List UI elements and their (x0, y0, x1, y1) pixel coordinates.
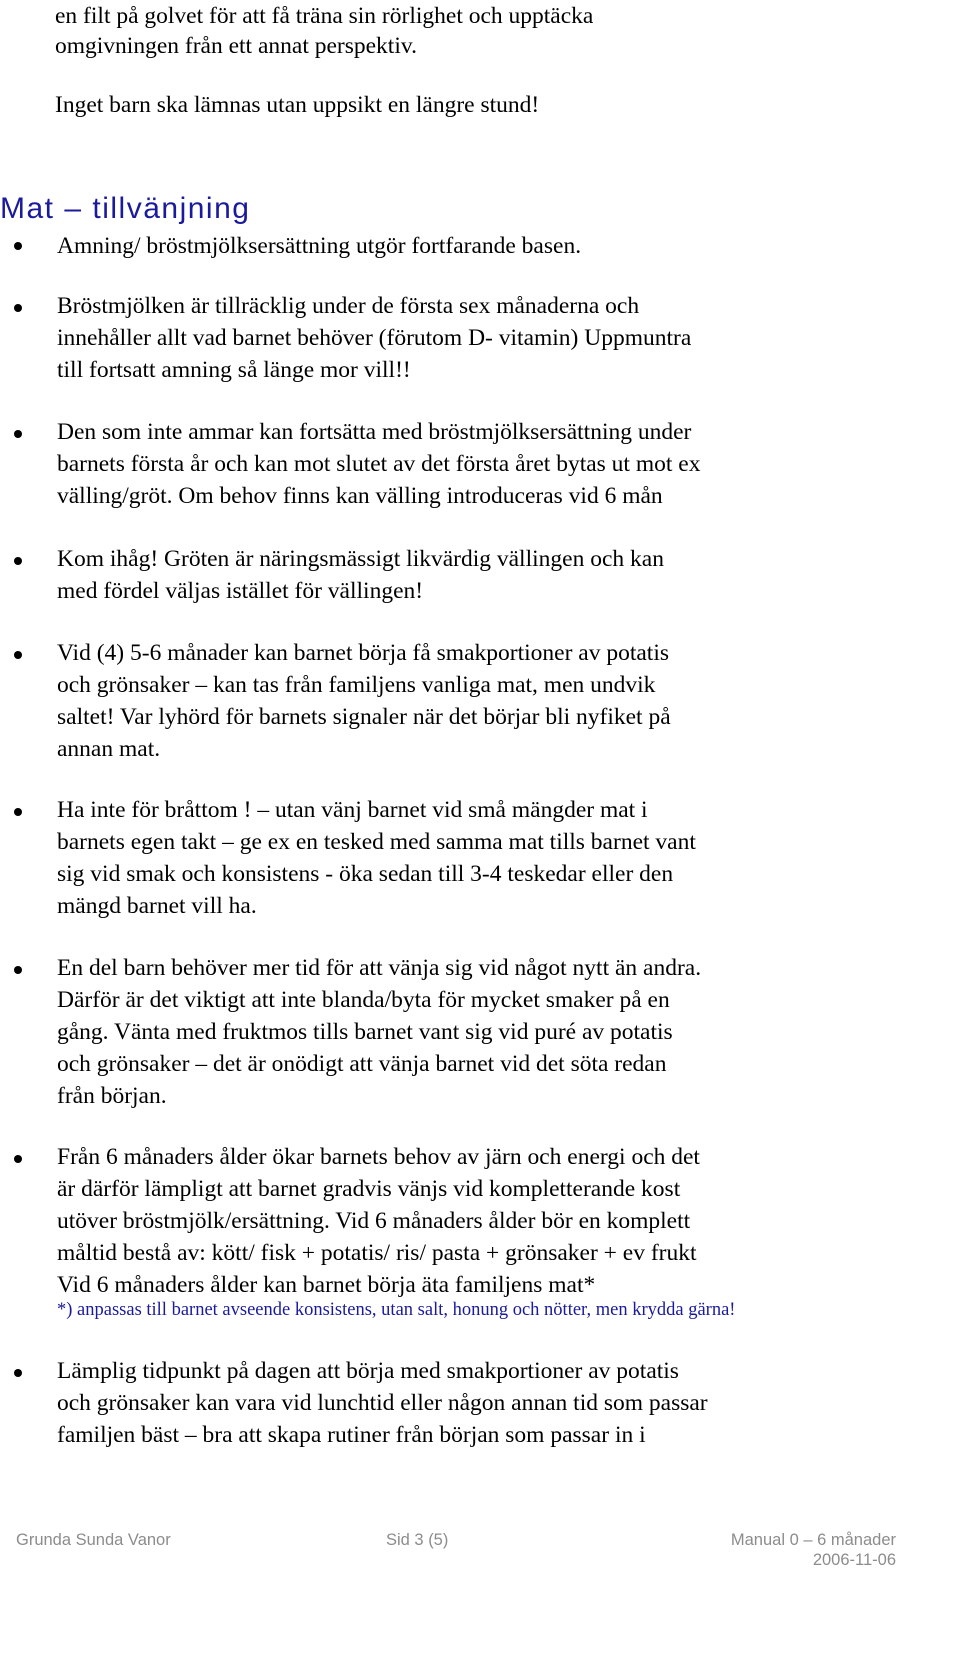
bullet-dot-icon (14, 557, 22, 565)
bullet-dot-icon (14, 808, 22, 816)
bullet-text-line: barnets första år och kan mot slutet av det första året bytas ut mot ex (57, 451, 701, 477)
bullet-text-line: från början. (57, 1083, 167, 1109)
bullet-text-line: gång. Vänta med fruktmos tills barnet vant sig vid puré av potatis (57, 1019, 673, 1045)
bullet-text-line: familjen bäst – bra att skapa rutiner från början som passar in i (57, 1422, 646, 1448)
supervision-warning: Inget barn ska lämnas utan uppsikt en längre stund! (55, 92, 540, 118)
bullet-dot-icon (14, 242, 22, 250)
bullet-text-line: Ha inte för bråttom ! – utan vänj barnet vid små mängder mat i (57, 797, 648, 823)
bullet-dot-icon (14, 304, 22, 312)
bullet-dot-icon (14, 1155, 22, 1163)
bullet-text-line: barnets egen takt – ge ex en tesked med samma mat tills barnet vant (57, 829, 696, 855)
bullet-text-line: En del barn behöver mer tid för att vänja sig vid något nytt än andra. (57, 955, 702, 981)
footer-document-title: Grunda Sunda Vanor (16, 1531, 171, 1549)
bullet-text-line: Vid 6 månaders ålder kan barnet börja äta familjens mat* (57, 1272, 596, 1298)
bullet-text-line: med fördel väljas istället för vällingen! (57, 578, 424, 604)
bullet-text-line: utöver bröstmjölk/ersättning. Vid 6 månaders ålder bör en komplett (57, 1208, 691, 1234)
bullet-text-line: och grönsaker – kan tas från familjens vanliga mat, men undvik (57, 672, 656, 698)
bullet-text-line: och grönsaker – det är onödigt att vänja barnet vid det söta redan (57, 1051, 667, 1077)
bullet-text-line: sig vid smak och konsistens - öka sedan till 3-4 teskedar eller den (57, 861, 674, 887)
bullet-text-line: saltet! Var lyhörd för barnets signaler när det börjar bli nyfiket på (57, 704, 671, 730)
bullet-text-line: Amning/ bröstmjölksersättning utgör fortfarande basen. (57, 233, 582, 259)
footnote: *) anpassas till barnet avseende konsistens, utan salt, honung och nötter, men krydda gärna! (57, 1300, 736, 1320)
bullet-text-line: Den som inte ammar kan fortsätta med bröstmjölksersättning under (57, 419, 692, 445)
bullet-text-line: är därför lämpligt att barnet gradvis vänjs vid kompletterande kost (57, 1176, 681, 1202)
bullet-text-line: Bröstmjölken är tillräcklig under de första sex månaderna och (57, 293, 640, 319)
bullet-text-line: mängd barnet vill ha. (57, 893, 257, 919)
bullet-text-line: och grönsaker kan vara vid lunchtid eller någon annan tid som passar (57, 1390, 708, 1416)
intro-text-line-1: en filt på golvet för att få träna sin rörlighet och upptäcka (55, 3, 594, 29)
section-heading: Mat – tillvänjning (0, 192, 251, 225)
bullet-text-line: Lämplig tidpunkt på dagen att börja med smakportioner av potatis (57, 1358, 679, 1384)
bullet-dot-icon (14, 430, 22, 438)
bullet-text-line: välling/gröt. Om behov finns kan välling introduceras vid 6 mån (57, 483, 663, 509)
intro-text-line-2: omgivningen från ett annat perspektiv. (55, 33, 417, 59)
bullet-text-line: Vid (4) 5-6 månader kan barnet börja få smakportioner av potatis (57, 640, 669, 666)
footer-page-number: Sid 3 (5) (386, 1531, 449, 1549)
bullet-text-line: Därför är det viktigt att inte blanda/byta för mycket smaker på en (57, 987, 670, 1013)
bullet-text-line: annan mat. (57, 736, 161, 762)
bullet-dot-icon (14, 966, 22, 974)
bullet-dot-icon (14, 1369, 22, 1377)
bullet-text-line: måltid bestå av: kött/ fisk + potatis/ ris/ pasta + grönsaker + ev frukt (57, 1240, 697, 1266)
bullet-dot-icon (14, 651, 22, 659)
bullet-text-line: Från 6 månaders ålder ökar barnets behov av järn och energi och det (57, 1144, 700, 1170)
footer-manual-name: Manual 0 – 6 månader (730, 1531, 896, 1549)
bullet-text-line: till fortsatt amning så länge mor vill!! (57, 357, 411, 383)
bullet-text-line: innehåller allt vad barnet behöver (förutom D- vitamin) Uppmuntra (57, 325, 692, 351)
bullet-text-line: Kom ihåg! Gröten är näringsmässigt likvärdig vällingen och kan (57, 546, 664, 572)
footer-date: 2006-11-06 (812, 1551, 896, 1569)
